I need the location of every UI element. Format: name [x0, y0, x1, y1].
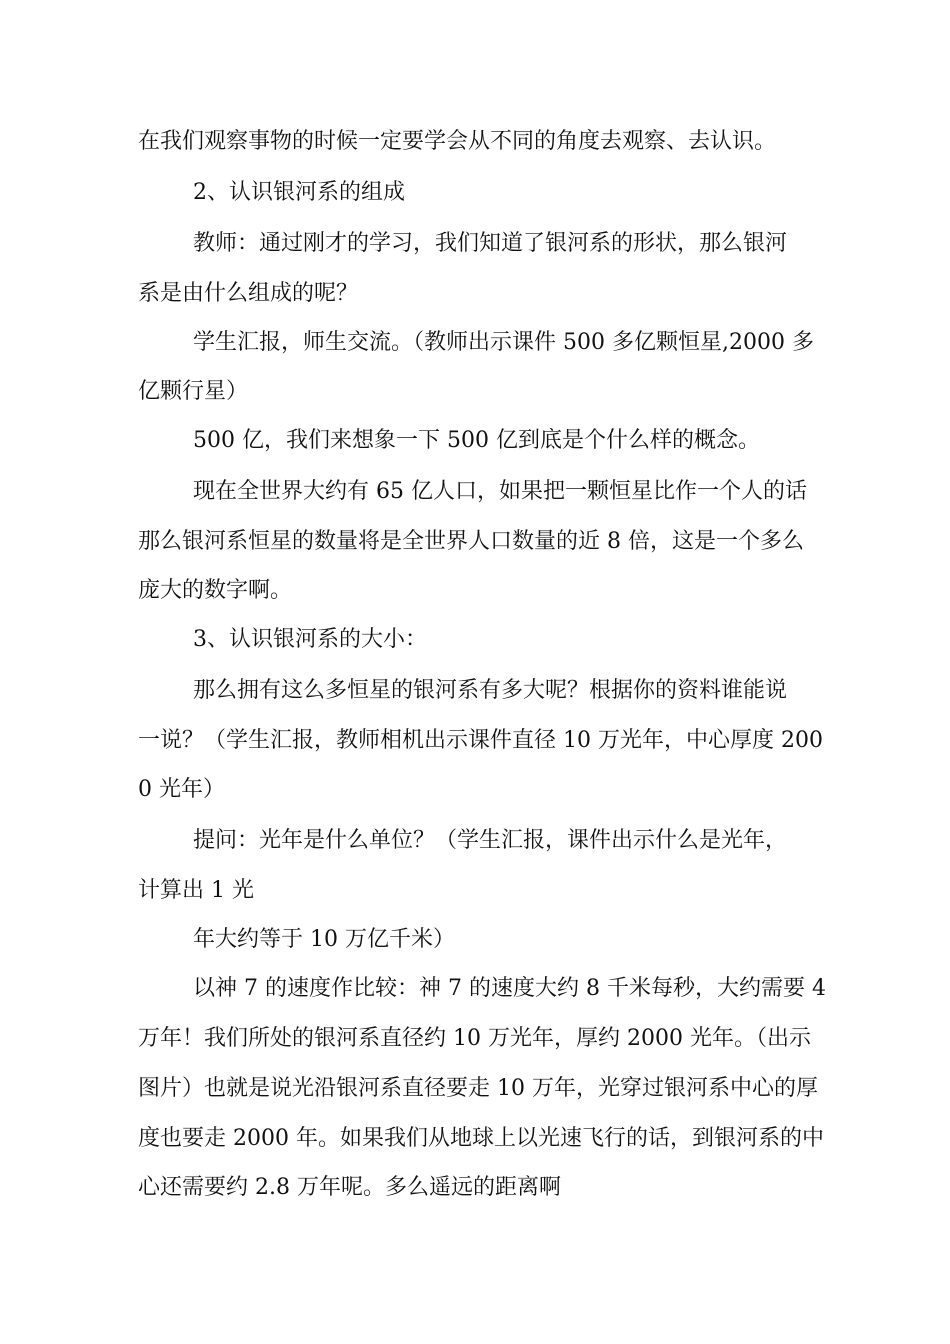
- paragraph-line: 庞大的数字啊。: [138, 578, 293, 603]
- paragraph-line: 那么银河系恒星的数量将是全世界人口数量的近 8 倍，这是一个多么: [138, 529, 804, 554]
- paragraph-line: 年大约等于 10 万亿千米）: [193, 927, 455, 952]
- paragraph-line: 教师：通过刚才的学习，我们知道了银河系的形状，那么银河: [193, 231, 788, 256]
- paragraph-line: 图片）也就是说光沿银河系直径要走 10 万年，光穿过银河系中心的厚: [138, 1076, 818, 1101]
- paragraph-line: 亿颗行星）: [138, 379, 249, 404]
- paragraph-line: 现在全世界大约有 65 亿人口，如果把一颗恒星比作一个人的话: [193, 479, 807, 504]
- paragraph-line: 0 光年）: [138, 777, 225, 802]
- section-heading: 3、认识银河系的大小：: [193, 627, 427, 652]
- paragraph-line: 系是由什么组成的呢？: [138, 281, 359, 306]
- paragraph-line: 一说？（学生汇报，教师相机出示课件直径 10 万光年，中心厚度 200: [138, 728, 823, 753]
- paragraph-line: 心还需要约 2.8 万年呢。多么遥远的距离啊: [138, 1175, 561, 1200]
- paragraph-line: 度也要走 2000 年。如果我们从地球上以光速飞行的话，到银河系的中: [138, 1126, 824, 1151]
- paragraph-line: 在我们观察事物的时候一定要学会从不同的角度去观察、去认识。: [138, 129, 777, 154]
- paragraph-line: 那么拥有这么多恒星的银河系有多大呢？根据你的资料谁能说: [193, 678, 788, 703]
- paragraph-line: 计算出 1 光: [138, 878, 254, 903]
- section-heading: 2、认识银河系的组成: [193, 180, 405, 205]
- paragraph-line: 万年！我们所处的银河系直径约 10 万光年，厚约 2000 光年。（出示: [138, 1026, 811, 1051]
- paragraph-line: 以神 7 的速度作比较：神 7 的速度大约 8 千米每秒，大约需要 4: [193, 976, 826, 1001]
- paragraph-line: 提问：光年是什么单位？（学生汇报，课件出示什么是光年，: [193, 828, 788, 853]
- paragraph-line: 学生汇报，师生交流。（教师出示课件 500 多亿颗恒星,2000 多: [193, 330, 814, 355]
- paragraph-line: 500 亿，我们来想象一下 500 亿到底是个什么样的概念。: [193, 428, 760, 453]
